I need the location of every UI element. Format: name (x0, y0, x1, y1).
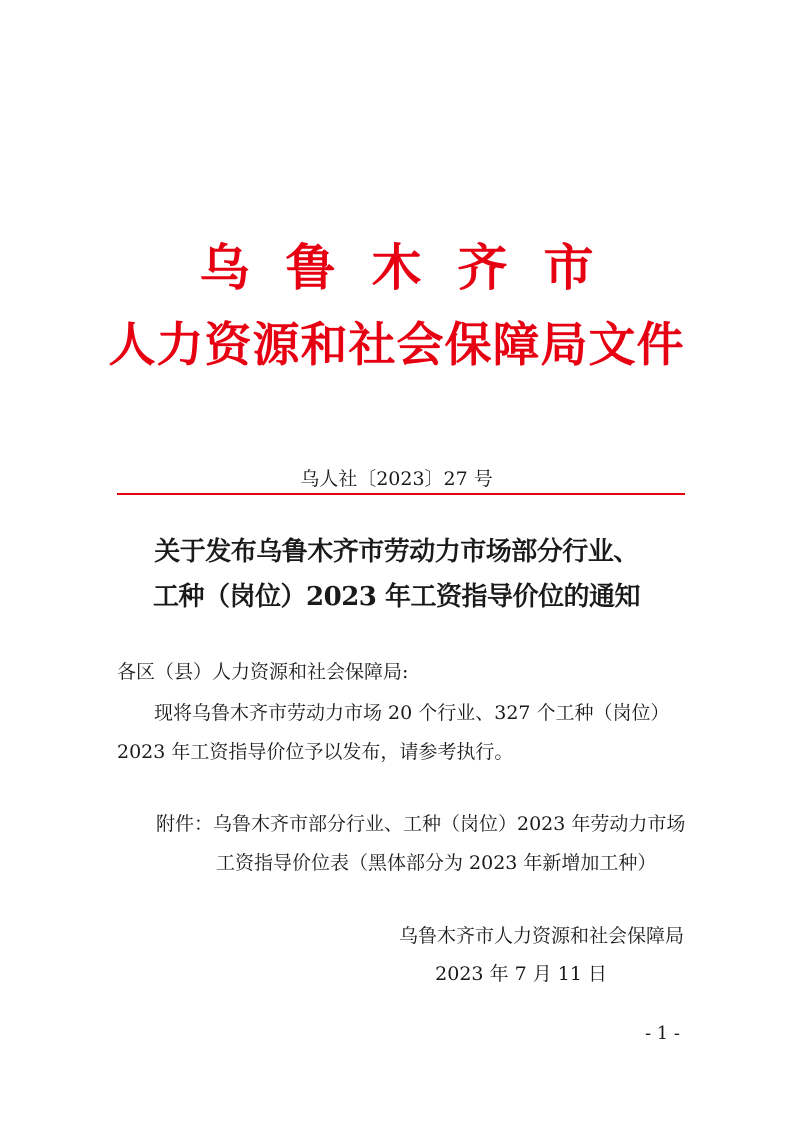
attachment-line1: 附件：乌鲁木齐市部分行业、工种（岗位）2023 年劳动力市场 (156, 813, 686, 835)
issuing-org-document-title: 人力资源和社会保障局文件 (108, 318, 685, 373)
red-divider-line (117, 493, 685, 495)
salutation: 各区（县）人力资源和社会保障局: (117, 661, 409, 683)
signature-date: 2023 年 7 月 11 日 (435, 963, 607, 985)
notice-title-line2: 工种（岗位）2023 年工资指导价位的通知 (153, 582, 640, 612)
notice-title-line1: 关于发布乌鲁木齐市劳动力市场部分行业、 (154, 537, 639, 567)
body-paragraph-line1: 现将乌鲁木齐市劳动力市场 20 个行业、327 个工种（岗位） (154, 702, 670, 724)
attachment-line2: 工资指导价位表（黑体部分为 2023 年新增加工种） (216, 852, 657, 874)
document-number: 乌人社〔2023〕27 号 (300, 468, 493, 490)
page-number: - 1 - (644, 1023, 680, 1044)
body-paragraph-line2: 2023 年工资指导价位予以发布，请参考执行。 (117, 741, 514, 763)
issuing-org-name: 乌鲁木齐市 (199, 238, 630, 297)
signature-org: 乌鲁木齐市人力资源和社会保障局 (398, 925, 684, 947)
